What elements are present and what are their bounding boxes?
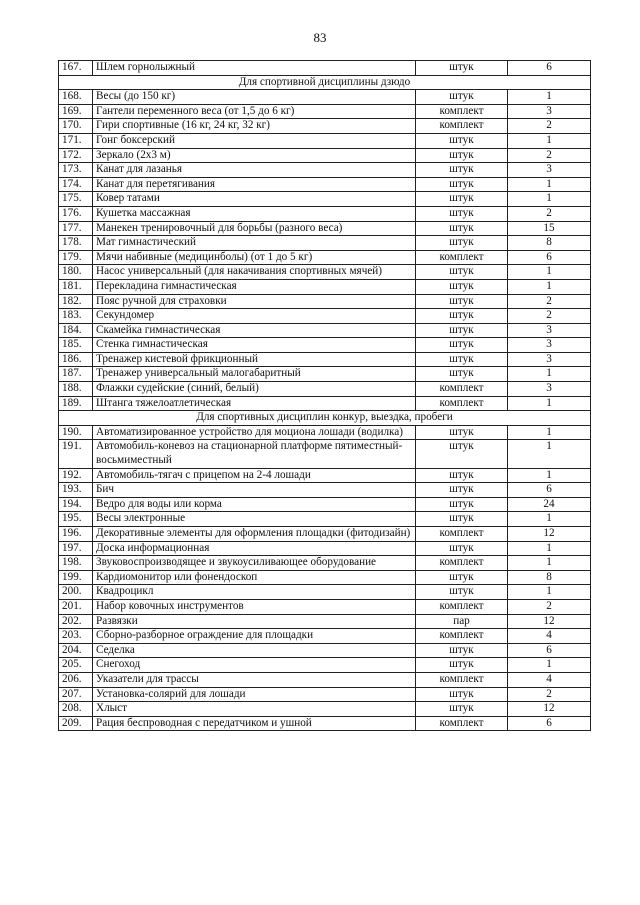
item-number: 192. xyxy=(59,468,93,483)
item-name: Установка-солярий для лошади xyxy=(93,687,416,702)
item-number: 179. xyxy=(59,250,93,265)
item-quantity: 3 xyxy=(508,382,591,397)
table-row xyxy=(59,133,591,148)
item-number: 200. xyxy=(59,585,93,600)
item-name: Развязки xyxy=(93,614,416,629)
item-number: 190. xyxy=(59,425,93,440)
table-row xyxy=(59,512,591,527)
table-row xyxy=(59,338,591,353)
item-number: 196. xyxy=(59,527,93,542)
item-unit: штук xyxy=(416,323,508,338)
item-name: Снегоход xyxy=(93,658,416,673)
item-unit: комплект xyxy=(416,382,508,397)
item-number: 175. xyxy=(59,192,93,207)
item-unit: штук xyxy=(416,643,508,658)
item-number: 193. xyxy=(59,483,93,498)
item-number: 195. xyxy=(59,512,93,527)
item-quantity: 1 xyxy=(508,90,591,105)
table-row xyxy=(59,250,591,265)
item-quantity: 1 xyxy=(508,265,591,280)
item-quantity: 1 xyxy=(508,585,591,600)
item-unit: штук xyxy=(416,61,508,76)
item-name: Зеркало (2х3 м) xyxy=(93,148,416,163)
item-unit: штук xyxy=(416,192,508,207)
item-quantity: 2 xyxy=(508,119,591,134)
item-unit: штук xyxy=(416,497,508,512)
item-name: Скамейка гимнастическая xyxy=(93,323,416,338)
item-number: 170. xyxy=(59,119,93,134)
item-number: 194. xyxy=(59,497,93,512)
item-name: Мячи набивные (медицинболы) (от 1 до 5 кг) xyxy=(93,250,416,265)
item-name: Декоративные элементы для оформления площадки (фитодизайн) xyxy=(93,527,416,542)
table-row xyxy=(59,90,591,105)
table-row xyxy=(59,658,591,673)
item-quantity: 1 xyxy=(508,541,591,556)
item-unit: штук xyxy=(416,687,508,702)
section-header-row xyxy=(59,75,591,90)
item-quantity: 12 xyxy=(508,527,591,542)
item-unit: комплект xyxy=(416,716,508,731)
item-name: Секундомер xyxy=(93,309,416,324)
item-unit: комплект xyxy=(416,629,508,644)
item-number: 188. xyxy=(59,382,93,397)
table-row xyxy=(59,236,591,251)
table-row xyxy=(59,570,591,585)
table-row xyxy=(59,614,591,629)
item-name: Тренажер универсальный малогабаритный xyxy=(93,367,416,382)
item-quantity: 4 xyxy=(508,629,591,644)
item-quantity: 2 xyxy=(508,294,591,309)
table-row xyxy=(59,483,591,498)
item-unit: комплект xyxy=(416,599,508,614)
item-name: Рация беспроводная с передатчиком и ушной xyxy=(93,716,416,731)
table-row xyxy=(59,323,591,338)
item-number: 189. xyxy=(59,396,93,411)
item-quantity: 2 xyxy=(508,206,591,221)
item-number: 202. xyxy=(59,614,93,629)
item-unit: штук xyxy=(416,658,508,673)
section-header-row xyxy=(59,411,591,426)
table-row xyxy=(59,468,591,483)
item-quantity: 1 xyxy=(508,367,591,382)
item-unit: штук xyxy=(416,206,508,221)
item-name: Перекладина гимнастическая xyxy=(93,279,416,294)
table-row xyxy=(59,279,591,294)
item-name: Ковер татами xyxy=(93,192,416,207)
table-row xyxy=(59,541,591,556)
table-row xyxy=(59,119,591,134)
item-name: Бич xyxy=(93,483,416,498)
table-row xyxy=(59,309,591,324)
item-number: 178. xyxy=(59,236,93,251)
item-number: 169. xyxy=(59,104,93,119)
item-number: 182. xyxy=(59,294,93,309)
item-unit: штук xyxy=(416,236,508,251)
item-name: Сборно-разборное ограждение для площадки xyxy=(93,629,416,644)
item-unit: штук xyxy=(416,367,508,382)
item-quantity: 3 xyxy=(508,163,591,178)
item-number: 168. xyxy=(59,90,93,105)
item-name: Канат для лазанья xyxy=(93,163,416,178)
item-unit: штук xyxy=(416,265,508,280)
item-quantity: 2 xyxy=(508,687,591,702)
table-row xyxy=(59,396,591,411)
item-name: Набор ковочных инструментов xyxy=(93,599,416,614)
item-quantity: 1 xyxy=(508,425,591,440)
table-row xyxy=(59,177,591,192)
item-name: Стенка гимнастическая xyxy=(93,338,416,353)
item-unit: штук xyxy=(416,279,508,294)
table-row xyxy=(59,440,591,468)
item-name: Звуковоспроизводящее и звукоусиливающее оборудование xyxy=(93,556,416,571)
item-name: Указатели для трассы xyxy=(93,672,416,687)
item-quantity: 1 xyxy=(508,440,591,468)
item-number: 173. xyxy=(59,163,93,178)
item-unit: штук xyxy=(416,570,508,585)
item-number: 181. xyxy=(59,279,93,294)
item-quantity: 3 xyxy=(508,352,591,367)
item-unit: штук xyxy=(416,338,508,353)
table-row xyxy=(59,556,591,571)
item-quantity: 2 xyxy=(508,148,591,163)
item-number: 201. xyxy=(59,599,93,614)
item-number: 205. xyxy=(59,658,93,673)
section-title: Для спортивных дисциплин конкур, выездка, пробеги xyxy=(59,411,591,426)
item-unit: штук xyxy=(416,177,508,192)
item-unit: штук xyxy=(416,163,508,178)
table-row xyxy=(59,497,591,512)
table-row xyxy=(59,148,591,163)
item-quantity: 24 xyxy=(508,497,591,512)
item-number: 167. xyxy=(59,61,93,76)
item-number: 199. xyxy=(59,570,93,585)
item-quantity: 1 xyxy=(508,133,591,148)
item-unit: штук xyxy=(416,440,508,468)
item-unit: штук xyxy=(416,585,508,600)
item-name: Автомобиль-коневоз на стационарной платформе пятиместный-восьмиместный xyxy=(93,440,416,468)
item-number: 183. xyxy=(59,309,93,324)
item-name: Весы (до 150 кг) xyxy=(93,90,416,105)
table-row xyxy=(59,425,591,440)
item-number: 204. xyxy=(59,643,93,658)
item-quantity: 8 xyxy=(508,236,591,251)
table-row xyxy=(59,629,591,644)
item-number: 203. xyxy=(59,629,93,644)
item-quantity: 6 xyxy=(508,483,591,498)
item-unit: штук xyxy=(416,483,508,498)
item-unit: штук xyxy=(416,541,508,556)
table-row xyxy=(59,716,591,731)
item-quantity: 6 xyxy=(508,61,591,76)
item-unit: комплект xyxy=(416,250,508,265)
item-unit: комплект xyxy=(416,527,508,542)
item-quantity: 6 xyxy=(508,716,591,731)
item-name: Весы электронные xyxy=(93,512,416,527)
item-unit: штук xyxy=(416,702,508,717)
item-name: Гири спортивные (16 кг, 24 кг, 32 кг) xyxy=(93,119,416,134)
item-name: Гонг боксерский xyxy=(93,133,416,148)
table-row xyxy=(59,585,591,600)
item-number: 177. xyxy=(59,221,93,236)
item-name: Доска информационная xyxy=(93,541,416,556)
table-row xyxy=(59,643,591,658)
table-row xyxy=(59,702,591,717)
item-quantity: 3 xyxy=(508,323,591,338)
item-unit: штук xyxy=(416,148,508,163)
item-number: 176. xyxy=(59,206,93,221)
table-row xyxy=(59,294,591,309)
item-number: 184. xyxy=(59,323,93,338)
table-row xyxy=(59,367,591,382)
item-name: Тренажер кистевой фрикционный xyxy=(93,352,416,367)
item-number: 172. xyxy=(59,148,93,163)
equipment-table xyxy=(58,60,591,731)
item-name: Квадроцикл xyxy=(93,585,416,600)
item-unit: комплект xyxy=(416,119,508,134)
item-name: Кушетка массажная xyxy=(93,206,416,221)
table-row xyxy=(59,61,591,76)
item-number: 198. xyxy=(59,556,93,571)
table-row xyxy=(59,192,591,207)
item-name: Гантели переменного веса (от 1,5 до 6 кг) xyxy=(93,104,416,119)
item-number: 209. xyxy=(59,716,93,731)
page-number: 83 xyxy=(313,30,327,45)
item-unit: комплект xyxy=(416,396,508,411)
item-name: Автоматизированное устройство для моциона лошади (водилка) xyxy=(93,425,416,440)
item-unit: штук xyxy=(416,294,508,309)
item-name: Штанга тяжелоатлетическая xyxy=(93,396,416,411)
item-quantity: 1 xyxy=(508,192,591,207)
item-number: 185. xyxy=(59,338,93,353)
item-unit: штук xyxy=(416,90,508,105)
item-quantity: 12 xyxy=(508,702,591,717)
item-number: 186. xyxy=(59,352,93,367)
item-quantity: 3 xyxy=(508,338,591,353)
item-quantity: 1 xyxy=(508,468,591,483)
item-name: Канат для перетягивания xyxy=(93,177,416,192)
item-quantity: 1 xyxy=(508,396,591,411)
item-quantity: 2 xyxy=(508,599,591,614)
item-unit: штук xyxy=(416,425,508,440)
item-unit: штук xyxy=(416,133,508,148)
table-row xyxy=(59,265,591,280)
table-row xyxy=(59,382,591,397)
item-unit: штук xyxy=(416,309,508,324)
table-row xyxy=(59,599,591,614)
item-name: Манекен тренировочный для борьбы (разного веса) xyxy=(93,221,416,236)
item-unit: пар xyxy=(416,614,508,629)
table-row xyxy=(59,672,591,687)
table-row xyxy=(59,221,591,236)
section-title: Для спортивной дисциплины дзюдо xyxy=(59,75,591,90)
item-quantity: 4 xyxy=(508,672,591,687)
table-row xyxy=(59,104,591,119)
item-number: 180. xyxy=(59,265,93,280)
item-quantity: 1 xyxy=(508,512,591,527)
item-name: Пояс ручной для страховки xyxy=(93,294,416,309)
item-number: 208. xyxy=(59,702,93,717)
item-unit: штук xyxy=(416,468,508,483)
item-name: Хлыст xyxy=(93,702,416,717)
table-row xyxy=(59,687,591,702)
item-quantity: 1 xyxy=(508,556,591,571)
item-quantity: 3 xyxy=(508,104,591,119)
item-quantity: 12 xyxy=(508,614,591,629)
item-unit: комплект xyxy=(416,104,508,119)
item-quantity: 6 xyxy=(508,250,591,265)
item-unit: штук xyxy=(416,221,508,236)
item-quantity: 6 xyxy=(508,643,591,658)
table-row xyxy=(59,527,591,542)
item-number: 191. xyxy=(59,440,93,468)
item-quantity: 1 xyxy=(508,177,591,192)
item-quantity: 1 xyxy=(508,279,591,294)
item-quantity: 15 xyxy=(508,221,591,236)
item-number: 171. xyxy=(59,133,93,148)
item-quantity: 1 xyxy=(508,658,591,673)
item-name: Кардиомонитор или фонендоскоп xyxy=(93,570,416,585)
item-name: Седелка xyxy=(93,643,416,658)
item-name: Автомобиль-тягач с прицепом на 2-4 лошади xyxy=(93,468,416,483)
item-unit: штук xyxy=(416,352,508,367)
item-number: 187. xyxy=(59,367,93,382)
item-name: Шлем горнолыжный xyxy=(93,61,416,76)
item-number: 174. xyxy=(59,177,93,192)
item-name: Насос универсальный (для накачивания спортивных мячей) xyxy=(93,265,416,280)
equipment-table-body xyxy=(59,61,591,731)
item-name: Ведро для воды или корма xyxy=(93,497,416,512)
table-row xyxy=(59,163,591,178)
item-unit: штук xyxy=(416,512,508,527)
item-quantity: 8 xyxy=(508,570,591,585)
item-quantity: 2 xyxy=(508,309,591,324)
item-name: Мат гимнастический xyxy=(93,236,416,251)
table-row xyxy=(59,352,591,367)
item-unit: комплект xyxy=(416,672,508,687)
item-name: Флажки судейские (синий, белый) xyxy=(93,382,416,397)
item-number: 207. xyxy=(59,687,93,702)
table-row xyxy=(59,206,591,221)
item-number: 206. xyxy=(59,672,93,687)
item-unit: комплект xyxy=(416,556,508,571)
item-number: 197. xyxy=(59,541,93,556)
